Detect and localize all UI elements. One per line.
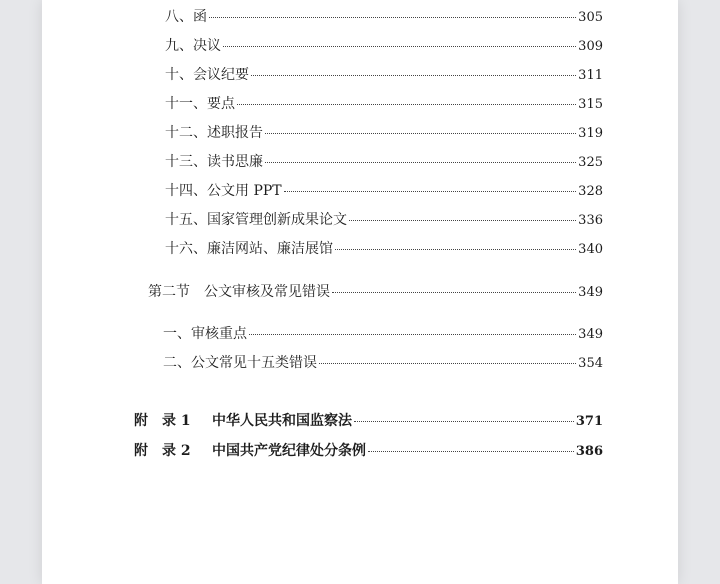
toc-entry-page: 349 xyxy=(578,327,603,342)
toc-leader-dots xyxy=(223,46,576,47)
toc-entry-label: 九、决议 xyxy=(165,38,221,54)
appendix-prefix: 附 录 2 xyxy=(134,443,191,459)
toc-leader-dots xyxy=(349,220,576,221)
toc-leader-dots xyxy=(319,363,576,364)
toc-entry-page: 328 xyxy=(578,184,603,199)
toc-entry-label: 十三、读书思廉 xyxy=(165,154,263,170)
toc-entry-yaodian[interactable] xyxy=(165,95,603,114)
appendix-label: 中国共产党纪律处分条例 xyxy=(212,443,366,459)
toc-entry-label: 一、审核重点 xyxy=(163,326,247,342)
toc-entry-page: 305 xyxy=(578,10,603,25)
toc-entry-lianjie-wangzhan[interactable] xyxy=(165,240,603,259)
toc-entry-label: 八、函 xyxy=(165,9,207,25)
toc-entry-guojia-guanli[interactable] xyxy=(165,211,603,230)
toc-entry-shenhe-zhongdian[interactable] xyxy=(163,325,603,344)
appendix-page: 371 xyxy=(575,414,603,429)
toc-entry-label: 十一、要点 xyxy=(165,96,235,112)
toc-leader-dots xyxy=(284,191,577,192)
toc-entry-gongwen-ppt[interactable] xyxy=(165,182,603,201)
toc-entry-huiyi-jiyao[interactable] xyxy=(165,66,603,85)
toc-entry-label: 十五、国家管理创新成果论文 xyxy=(165,212,347,228)
toc-entry-dushu-silian[interactable] xyxy=(165,153,603,172)
appendix-page: 386 xyxy=(575,444,603,459)
toc-leader-dots xyxy=(237,104,576,105)
toc-entry-page: 340 xyxy=(578,242,603,257)
toc-leader-dots xyxy=(249,334,576,335)
toc-entry-page: 311 xyxy=(578,68,603,83)
toc-entry-jueyi[interactable] xyxy=(165,37,603,56)
toc-entry-page: 325 xyxy=(578,155,603,170)
toc-entry-label: 十、会议纪要 xyxy=(165,67,249,83)
toc-entry-page: 336 xyxy=(578,213,603,228)
toc-leader-dots xyxy=(368,451,574,452)
toc-entry-page: 315 xyxy=(578,97,603,112)
toc-appendix-2[interactable] xyxy=(134,442,603,461)
toc-entry-changjian-cuowu[interactable] xyxy=(163,354,603,373)
toc-leader-dots xyxy=(209,17,576,18)
toc-section-2[interactable] xyxy=(148,283,603,302)
toc-section-label: 第二节 公文审核及常见错误 xyxy=(148,284,330,300)
toc-entry-han[interactable] xyxy=(165,8,603,27)
toc-entry-page: 319 xyxy=(578,126,603,141)
toc-entry-label: 十四、公文用 PPT xyxy=(165,183,282,199)
toc-leader-dots xyxy=(332,292,576,293)
document-page xyxy=(42,0,678,584)
toc-entry-label: 十六、廉洁网站、廉洁展馆 xyxy=(165,241,333,257)
toc-section-page: 349 xyxy=(578,285,603,300)
appendix-prefix: 附 录 1 xyxy=(134,413,191,429)
appendix-label: 中华人民共和国监察法 xyxy=(212,413,352,429)
toc-leader-dots xyxy=(265,133,576,134)
toc-entry-shuzhi-baogao[interactable] xyxy=(165,124,603,143)
toc-leader-dots xyxy=(265,162,576,163)
toc-entry-page: 309 xyxy=(578,39,603,54)
toc-leader-dots xyxy=(354,421,574,422)
toc-appendix-1[interactable] xyxy=(134,412,603,431)
toc-entry-label: 二、公文常见十五类错误 xyxy=(163,355,317,371)
toc-entry-label: 十二、述职报告 xyxy=(165,125,263,141)
toc-leader-dots xyxy=(251,75,576,76)
toc-entry-page: 354 xyxy=(578,356,603,371)
toc-leader-dots xyxy=(335,249,576,250)
